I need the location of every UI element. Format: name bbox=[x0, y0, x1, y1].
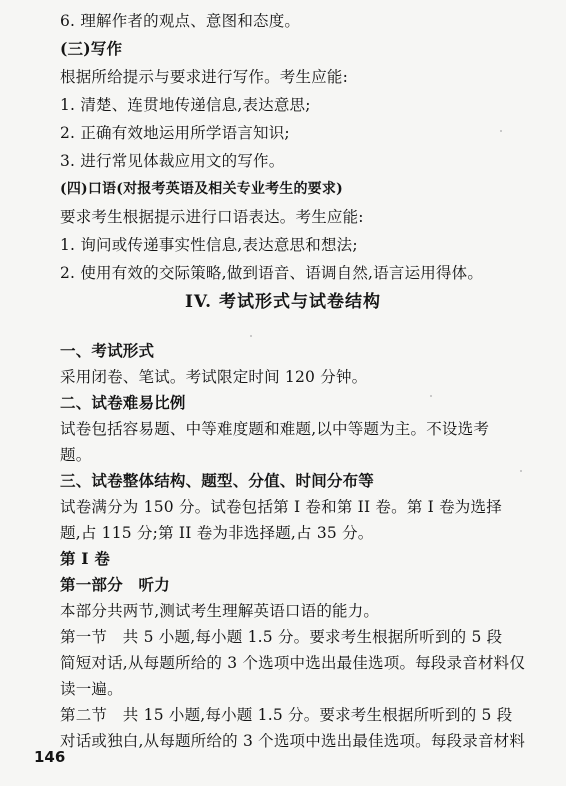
section-title: IV. 考试形式与试卷结构 bbox=[184, 292, 381, 312]
subheading-writing: (三)写作 bbox=[60, 39, 123, 58]
text-line: 1. 清楚、连贯地传递信息,表达意思; bbox=[60, 96, 311, 114]
scan-speck bbox=[430, 395, 432, 397]
page-number: 146 bbox=[34, 748, 66, 766]
subheading-speaking: (四)口语(对报考英语及相关专业考生的要求) bbox=[60, 181, 343, 197]
text-line: 题,占 115 分;第 II 卷为非选择题,占 35 分。 bbox=[60, 524, 374, 542]
text-line: 试卷满分为 150 分。试卷包括第 I 卷和第 II 卷。第 I 卷为选择 bbox=[60, 498, 502, 516]
text-line: 根据所给提示与要求进行写作。考生应能: bbox=[60, 68, 349, 86]
scan-speck bbox=[250, 335, 252, 337]
scan-speck bbox=[520, 470, 522, 472]
text-line: 第二节 共 15 小题,每小题 1.5 分。要求考生根据所听到的 5 段 bbox=[60, 706, 513, 724]
text-line: 试卷包括容易题、中等难度题和难题,以中等题为主。不设选考 bbox=[60, 420, 490, 438]
text-line: 3. 进行常见体裁应用文的写作。 bbox=[60, 152, 285, 170]
text-line: 要求考生根据提示进行口语表达。考生应能: bbox=[60, 208, 364, 226]
text-line: 对话或独白,从每题所给的 3 个选项中选出最佳选项。每段录音材料 bbox=[60, 732, 526, 750]
text-line: 采用闭卷、笔试。考试限定时间 120 分钟。 bbox=[60, 368, 368, 386]
text-line: 6. 理解作者的观点、意图和态度。 bbox=[60, 12, 301, 30]
text-line: 读一遍。 bbox=[60, 680, 123, 698]
text-line: 2. 使用有效的交际策略,做到语音、语调自然,语言运用得体。 bbox=[60, 264, 484, 282]
heading-volume-1: 第 I 卷 bbox=[60, 549, 111, 568]
text-line: 题。 bbox=[60, 446, 92, 464]
text-line: 2. 正确有效地运用所学语言知识; bbox=[60, 124, 290, 142]
scan-speck bbox=[500, 130, 502, 132]
text-line: 本部分共两节,测试考生理解英语口语的能力。 bbox=[60, 602, 380, 620]
heading-exam-form: 一、考试形式 bbox=[60, 341, 155, 360]
heading-difficulty: 二、试卷难易比例 bbox=[60, 393, 186, 412]
heading-structure: 三、试卷整体结构、题型、分值、时间分布等 bbox=[60, 471, 375, 490]
text-line: 第一节 共 5 小题,每小题 1.5 分。要求考生根据所听到的 5 段 bbox=[60, 628, 503, 646]
text-line: 简短对话,从每题所给的 3 个选项中选出最佳选项。每段录音材料仅 bbox=[60, 654, 526, 672]
heading-listening: 第一部分 听力 bbox=[60, 575, 170, 594]
text-line: 1. 询问或传递事实性信息,表达意思和想法; bbox=[60, 236, 358, 254]
